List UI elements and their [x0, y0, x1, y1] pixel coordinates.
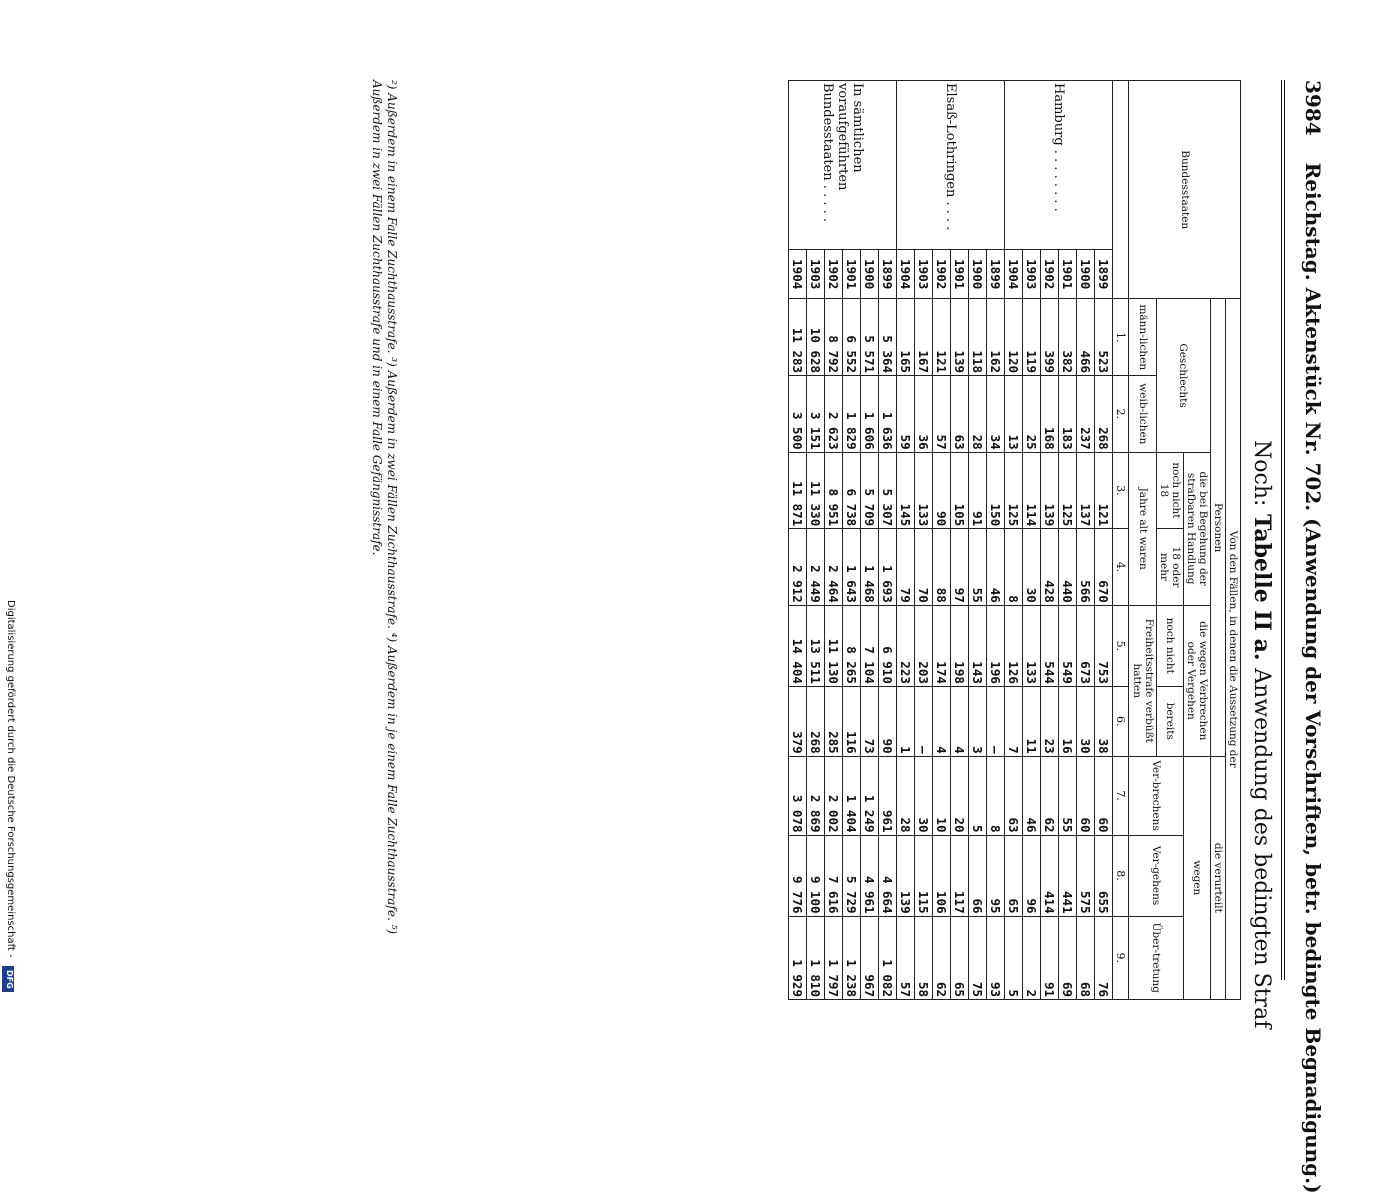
value-cell: 1 238 [843, 916, 861, 999]
dfg-logo: DFG [2, 966, 14, 992]
value-cell: 121 [933, 299, 951, 376]
value-cell: 139 [897, 835, 915, 916]
title-main: Tabelle II a. [1249, 514, 1275, 661]
value-cell: 90 [933, 452, 951, 529]
digitization-sidebar [2, 600, 16, 990]
state-name: Hamburg . . . . . . . . [1005, 81, 1113, 250]
value-cell: 196 [987, 605, 1005, 686]
running-header [1285, 80, 1325, 1194]
value-cell: 62 [1041, 756, 1059, 835]
value-cell: 2 623 [825, 376, 843, 453]
value-cell: 65 [951, 916, 969, 999]
year-cell: 1901 [951, 249, 969, 299]
value-cell: 55 [1059, 756, 1077, 835]
value-cell: 8 [987, 756, 1005, 835]
value-cell: 1 636 [879, 376, 897, 453]
value-cell: 11 [1023, 686, 1041, 756]
value-cell: 268 [807, 686, 825, 756]
column-index: 5. [1113, 605, 1129, 686]
value-cell: 75 [969, 916, 987, 999]
value-cell: 1 693 [879, 529, 897, 606]
header-bundesstaaten: Bundesstaaten [1129, 81, 1241, 299]
value-cell: 8 951 [825, 452, 843, 529]
year-cell: 1900 [861, 249, 879, 299]
value-cell: 88 [933, 529, 951, 606]
value-cell: 7 [1005, 686, 1023, 756]
value-cell: 575 [1077, 835, 1095, 916]
value-cell: 5 307 [879, 452, 897, 529]
value-cell: 414 [1041, 835, 1059, 916]
value-cell: 10 628 [807, 299, 825, 376]
value-cell: 150 [987, 452, 1005, 529]
value-cell: 6 910 [879, 605, 897, 686]
value-cell: 57 [933, 376, 951, 453]
value-cell: 30 [915, 756, 933, 835]
value-cell: 25 [1023, 376, 1041, 453]
value-cell: 10 [933, 756, 951, 835]
value-cell: 46 [1023, 756, 1041, 835]
value-cell: 73 [861, 686, 879, 756]
value-cell: 5 729 [843, 835, 861, 916]
value-cell: 5 [969, 756, 987, 835]
header-geschlecht: Geschlechts [1156, 299, 1210, 452]
value-cell: 1 082 [879, 916, 897, 999]
value-cell: 566 [1077, 529, 1095, 606]
value-cell: 961 [879, 756, 897, 835]
year-cell: 1904 [789, 249, 807, 299]
value-cell: 13 [1005, 376, 1023, 453]
value-cell: 115 [915, 835, 933, 916]
value-cell: 91 [1041, 916, 1059, 999]
year-cell: 1903 [807, 249, 825, 299]
value-cell: 167 [915, 299, 933, 376]
header-vergehens: Ver-gehens [1129, 835, 1183, 916]
header-personen: Personen [1210, 299, 1225, 756]
value-cell: 68 [1077, 916, 1095, 999]
value-cell: 165 [897, 299, 915, 376]
value-cell: 34 [987, 376, 1005, 453]
value-cell: 1 643 [843, 529, 861, 606]
year-cell: 1899 [987, 249, 1005, 299]
value-cell: 237 [1077, 376, 1095, 453]
value-cell: 119 [1023, 299, 1041, 376]
value-cell: 7 104 [861, 605, 879, 686]
value-cell: 382 [1059, 299, 1077, 376]
value-cell: 13 511 [807, 605, 825, 686]
digitization-text: Digitalisierung gefördert durch die Deutsche Forschungsgemeinschaft - [5, 600, 16, 958]
value-cell: 46 [987, 529, 1005, 606]
column-index: 9. [1113, 916, 1129, 999]
value-cell: 69 [1059, 916, 1077, 999]
value-cell: 95 [987, 835, 1005, 916]
value-cell: 5 709 [861, 452, 879, 529]
value-cell: 60 [1077, 756, 1095, 835]
value-cell: 139 [951, 299, 969, 376]
header-begehung: die bei Begehung der strafbaren Handlung [1183, 452, 1210, 605]
value-cell: 3 500 [789, 376, 807, 453]
value-cell: 8 [1005, 529, 1023, 606]
value-cell: 168 [1041, 376, 1059, 453]
value-cell: 20 [951, 756, 969, 835]
value-cell: 57 [897, 916, 915, 999]
value-cell: 1 929 [789, 916, 807, 999]
value-cell: 3 078 [789, 756, 807, 835]
column-index: 4. [1113, 529, 1129, 606]
header-top: Von den Fällen, in denen die Aussetzung der [1225, 299, 1240, 1000]
value-cell: 91 [969, 452, 987, 529]
column-index: 1. [1113, 299, 1129, 376]
value-cell: 523 [1095, 299, 1113, 376]
header-verurteilt: die verurteilt [1210, 756, 1225, 999]
value-cell: 399 [1041, 299, 1059, 376]
table-row [879, 81, 897, 1000]
value-cell: 753 [1095, 605, 1113, 686]
value-cell: 8 792 [825, 299, 843, 376]
value-cell: 1 810 [807, 916, 825, 999]
header-mann: männ-lichen [1129, 299, 1156, 376]
header-ueber18: 18 oder mehr [1156, 529, 1183, 606]
year-cell: 1902 [933, 249, 951, 299]
value-cell: 1 404 [843, 756, 861, 835]
value-cell: 7 616 [825, 835, 843, 916]
value-cell: 5 571 [861, 299, 879, 376]
column-index: 7. [1113, 756, 1129, 835]
value-cell: 673 [1077, 605, 1095, 686]
value-cell: 60 [1095, 756, 1113, 835]
value-cell: 93 [987, 916, 1005, 999]
value-cell: 967 [861, 916, 879, 999]
value-cell: 2 [1023, 916, 1041, 999]
header-freiheit: Freiheitsstrafe verbüßt hatten [1129, 605, 1156, 756]
value-cell: 117 [951, 835, 969, 916]
value-cell: 268 [1095, 376, 1113, 453]
value-cell: 106 [933, 835, 951, 916]
year-cell: 1903 [915, 249, 933, 299]
year-cell: 1900 [969, 249, 987, 299]
value-cell: 1 249 [861, 756, 879, 835]
value-cell: 76 [1095, 916, 1113, 999]
column-index-row [1113, 81, 1129, 1000]
value-cell: 4 961 [861, 835, 879, 916]
value-cell: 14 404 [789, 605, 807, 686]
title-rest: Anwendung des bedingten Straf [1249, 668, 1274, 1029]
title-prefix: Noch: [1249, 440, 1274, 507]
value-cell: 1 797 [825, 916, 843, 999]
value-cell: 70 [915, 529, 933, 606]
value-cell: 4 664 [879, 835, 897, 916]
value-cell: 28 [897, 756, 915, 835]
value-cell: 62 [933, 916, 951, 999]
value-cell: 16 [1059, 686, 1077, 756]
value-cell: 379 [789, 686, 807, 756]
value-cell: 1 [897, 686, 915, 756]
value-cell: 118 [969, 299, 987, 376]
value-cell: 2 464 [825, 529, 843, 606]
value-cell: 670 [1095, 529, 1113, 606]
value-cell: 3 [969, 686, 987, 756]
value-cell: 441 [1059, 835, 1077, 916]
value-cell: 90 [879, 686, 897, 756]
column-index: 6. [1113, 686, 1129, 756]
value-cell: 6 552 [843, 299, 861, 376]
value-cell: 8 265 [843, 605, 861, 686]
value-cell: 2 912 [789, 529, 807, 606]
value-cell: — [987, 686, 1005, 756]
header-bereits: bereits [1156, 686, 1183, 756]
value-cell: 223 [897, 605, 915, 686]
value-cell: 4 [951, 686, 969, 756]
value-cell: 145 [897, 452, 915, 529]
page-number: 3984 [1301, 80, 1325, 136]
value-cell: 63 [951, 376, 969, 453]
state-name: In sämtlichen voraufgeführten Bundesstaaten . . . . . [789, 81, 897, 250]
value-cell: 120 [1005, 299, 1023, 376]
value-cell: 4 [933, 686, 951, 756]
value-cell: 63 [1005, 756, 1023, 835]
value-cell: 9 776 [789, 835, 807, 916]
value-cell: 203 [915, 605, 933, 686]
header-jahre: Jahre alt waren [1129, 452, 1156, 605]
value-cell: 428 [1041, 529, 1059, 606]
value-cell: 549 [1059, 605, 1077, 686]
state-name: Elsaß-Lothringen . . . . [897, 81, 1005, 250]
value-cell: 11 283 [789, 299, 807, 376]
value-cell: 1 829 [843, 376, 861, 453]
value-cell: 5 364 [879, 299, 897, 376]
year-cell: 1903 [1023, 249, 1041, 299]
value-cell: 143 [969, 605, 987, 686]
header-uebertretung: Über-tretung [1129, 916, 1183, 999]
table-row [1095, 81, 1113, 1000]
value-cell: 11 330 [807, 452, 825, 529]
header-verbrechens: Ver-brechens [1129, 756, 1183, 835]
value-cell: 174 [933, 605, 951, 686]
value-cell: 55 [969, 529, 987, 606]
value-cell: 1 468 [861, 529, 879, 606]
value-cell: 133 [915, 452, 933, 529]
year-cell: 1901 [1059, 249, 1077, 299]
value-cell: 79 [897, 529, 915, 606]
header-verbrechen: die wegen Verbrechen oder Vergehen [1183, 605, 1210, 756]
value-cell: — [915, 686, 933, 756]
year-cell: 1904 [897, 249, 915, 299]
year-cell: 1900 [1077, 249, 1095, 299]
column-index: 8. [1113, 835, 1129, 916]
value-cell: 198 [951, 605, 969, 686]
value-cell: 2 449 [807, 529, 825, 606]
table-body [789, 81, 1113, 1000]
value-cell: 38 [1095, 686, 1113, 756]
value-cell: 285 [825, 686, 843, 756]
value-cell: 2 869 [807, 756, 825, 835]
value-cell: 23 [1041, 686, 1059, 756]
year-cell: 1902 [825, 249, 843, 299]
value-cell: 97 [951, 529, 969, 606]
footnotes: ²) Außerdem in einem Falle Zuchthausstrafe. ³) Außerdem in zwei Fällen Zuchthausstrafe. ⁴) Außerdem in je einem Falle Zuchthausstrafe. ⁵) Außerdem in zwei Fällen Zuchthausstrafe und in einem Falle Gefängnisstrafe. [370, 80, 399, 935]
header-rule [1281, 80, 1285, 980]
value-cell: 440 [1059, 529, 1077, 606]
column-index: 3. [1113, 452, 1129, 529]
value-cell: 2 002 [825, 756, 843, 835]
value-cell: 116 [843, 686, 861, 756]
value-cell: 3 151 [807, 376, 825, 453]
value-cell: 125 [1005, 452, 1023, 529]
value-cell: 114 [1023, 452, 1041, 529]
value-cell: 1 606 [861, 376, 879, 453]
value-cell: 65 [1005, 835, 1023, 916]
header-noch18: noch nicht 18 [1156, 452, 1183, 529]
year-cell: 1899 [1095, 249, 1113, 299]
value-cell: 66 [969, 835, 987, 916]
value-cell: 9 100 [807, 835, 825, 916]
header-wegen: wegen [1183, 756, 1210, 999]
header-weib: weib-lichen [1129, 376, 1156, 453]
value-cell: 544 [1041, 605, 1059, 686]
year-cell: 1899 [879, 249, 897, 299]
value-cell: 466 [1077, 299, 1095, 376]
value-cell: 133 [1023, 605, 1041, 686]
value-cell: 137 [1077, 452, 1095, 529]
value-cell: 121 [1095, 452, 1113, 529]
value-cell: 36 [915, 376, 933, 453]
header-text: Reichstag. Aktenstück Nr. 702. (Anwendung der Vorschriften, betr. bedingte Begnadigung.) [1301, 162, 1325, 1194]
value-cell: 11 871 [789, 452, 807, 529]
value-cell: 105 [951, 452, 969, 529]
value-cell: 30 [1023, 529, 1041, 606]
index-blank [1113, 81, 1129, 299]
year-cell: 1901 [843, 249, 861, 299]
value-cell: 59 [897, 376, 915, 453]
value-cell: 6 738 [843, 452, 861, 529]
statistics-table [789, 80, 1242, 1000]
value-cell: 96 [1023, 835, 1041, 916]
value-cell: 139 [1041, 452, 1059, 529]
header-nochnicht: noch nicht [1156, 605, 1183, 686]
table-title [1249, 440, 1275, 1028]
column-index: 2. [1113, 376, 1129, 453]
value-cell: 162 [987, 299, 1005, 376]
year-cell: 1904 [1005, 249, 1023, 299]
value-cell: 28 [969, 376, 987, 453]
value-cell: 5 [1005, 916, 1023, 999]
value-cell: 655 [1095, 835, 1113, 916]
value-cell: 30 [1077, 686, 1095, 756]
table-row [987, 81, 1005, 1000]
value-cell: 125 [1059, 452, 1077, 529]
year-cell: 1902 [1041, 249, 1059, 299]
value-cell: 183 [1059, 376, 1077, 453]
value-cell: 58 [915, 916, 933, 999]
value-cell: 11 130 [825, 605, 843, 686]
value-cell: 126 [1005, 605, 1023, 686]
